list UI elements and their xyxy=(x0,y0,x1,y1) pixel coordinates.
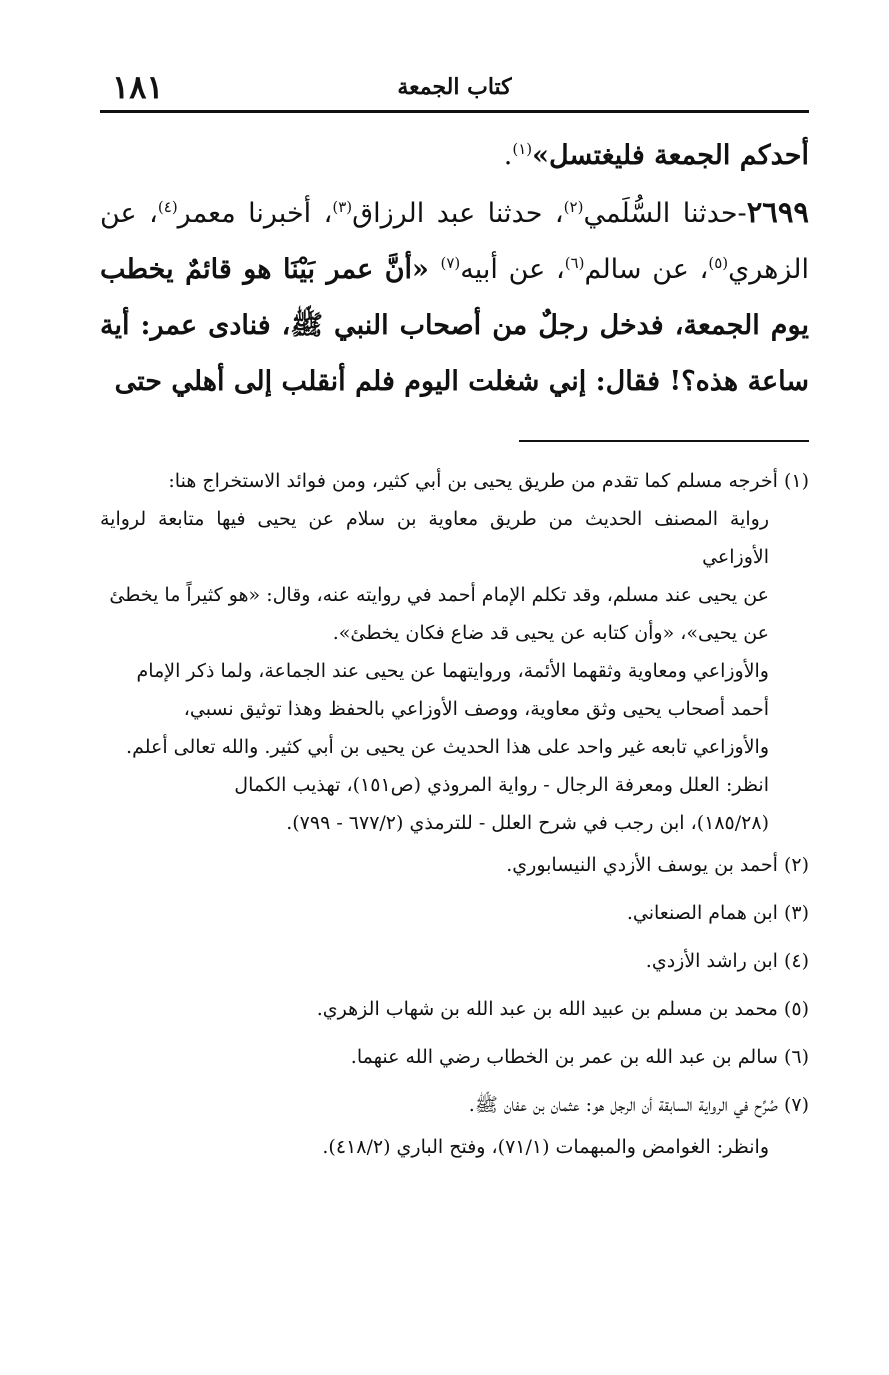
footnote-1-line: انظر: العلل ومعرفة الرجال - رواية المروذي (ص١٥١)، تهذيب الكمال xyxy=(234,774,769,796)
isnad-seg-1: -حدثنا السُّلَمي xyxy=(583,198,747,229)
footnote-ref-7: (٧) xyxy=(440,254,461,272)
matn-text: «أنَّ عمر بَيْنَا هو قائمٌ يخطب يوم الجمعة، فدخل رجلٌ من أصحاب النبي ﷺ، فنادى عمر: أية ساعة هذه؟! فقال: إني شغلت اليوم فلم أنقلب إلى أهلي حتى xyxy=(100,254,809,397)
page-header xyxy=(100,68,809,108)
footnote-3: (٣) ابن همام الصنعاني. xyxy=(626,902,809,924)
footnote-ref-5: (٥) xyxy=(708,254,729,272)
hadith-number: ٢٦٩٩ xyxy=(746,195,809,229)
quote-ending: أحدكم الجمعة فليغتسل» xyxy=(532,140,809,171)
hadith-paragraph xyxy=(100,184,809,410)
page-number: ١٨١ xyxy=(112,68,164,106)
main-text xyxy=(100,128,809,410)
footnote-2: (٢) أحمد بن يوسف الأزدي النيسابوري. xyxy=(506,854,809,876)
footnote-ref-3: (٣) xyxy=(332,198,353,216)
footnote-1 xyxy=(100,462,809,842)
main-paragraph-1 xyxy=(100,128,809,184)
footnote-5: (٥) محمد بن مسلم بن عبيد الله بن عبد الله بن شهاب الزهري. xyxy=(316,998,809,1020)
footnotes xyxy=(100,462,809,1166)
isnad-seg-2: ، حدثنا عبد الرزاق xyxy=(352,198,564,229)
footnote-1-line: عن يحيى عند مسلم، وقد تكلم الإمام أحمد في روايته عنه، وقال: «هو كثيراً ما يخطئ xyxy=(109,584,769,606)
footnote-1-line: والأوزاعي تابعه غير واحد على هذا الحديث عن يحيى بن أبي كثير. والله تعالى أعلم. xyxy=(126,736,769,758)
footnote-ref-2: (٢) xyxy=(563,198,584,216)
footnote-1-line: رواية المصنف الحديث من طريق معاوية بن سلام عن يحيى فيها متابعة لرواية الأوزاعي xyxy=(100,508,769,568)
footnote-1-line: (١) أخرجه مسلم كما تقدم من طريق يحيى بن أبي كثير، ومن فوائد الاستخراج هنا: xyxy=(168,470,809,492)
footnote-ref-4: (٤) xyxy=(157,198,178,216)
footnote-1-line: والأوزاعي ومعاوية وثقهما الأئمة، وروايتهما عن يحيى عند الجماعة، ولما ذكر الإمام xyxy=(136,660,769,682)
footnote-7-continuation: وانظر: الغوامض والمبهمات (٧١/١)، وفتح الباري (٤١٨/٢). xyxy=(322,1136,769,1158)
footnote-4: (٤) ابن راشد الأزدي. xyxy=(645,950,809,972)
isnad-seg-6: ، عن أبيه xyxy=(460,254,565,285)
footnote-ref-6: (٦) xyxy=(564,254,585,272)
footnote-6: (٦) سالم بن عبد الله بن عمر بن الخطاب رضي الله عنهما. xyxy=(350,1046,809,1068)
line-end: . xyxy=(503,140,513,171)
footnote-1-line: (١٨٥/٢٨)، ابن رجب في شرح العلل - للترمذي (٦٧٧/٢ - ٧٩٩). xyxy=(286,812,769,834)
footnote-rule xyxy=(519,440,809,442)
isnad-seg-4: ، عن الزهري xyxy=(100,198,810,285)
footnote-1-line: أحمد أصحاب يحيى وثق معاوية، ووصف الأوزاعي بالحفظ وهذا توثيق نسبي، xyxy=(183,698,769,720)
isnad-seg-3: ، أخبرنا معمر xyxy=(177,198,333,229)
header-rule xyxy=(100,110,809,113)
running-title: كتاب الجمعة xyxy=(397,74,512,100)
footnote-ref-1: (١) xyxy=(512,140,533,158)
footnote-7: (٧) صُرِّح في الرواية السابقة أن الرجل هو: عثمان بن عفان ﷺ. xyxy=(468,1094,809,1116)
footnote-1-line: عن يحيى»، «وأن كتابه عن يحيى قد ضاع فكان يخطئ». xyxy=(332,622,769,644)
isnad-seg-5: ، عن سالم xyxy=(584,254,709,285)
